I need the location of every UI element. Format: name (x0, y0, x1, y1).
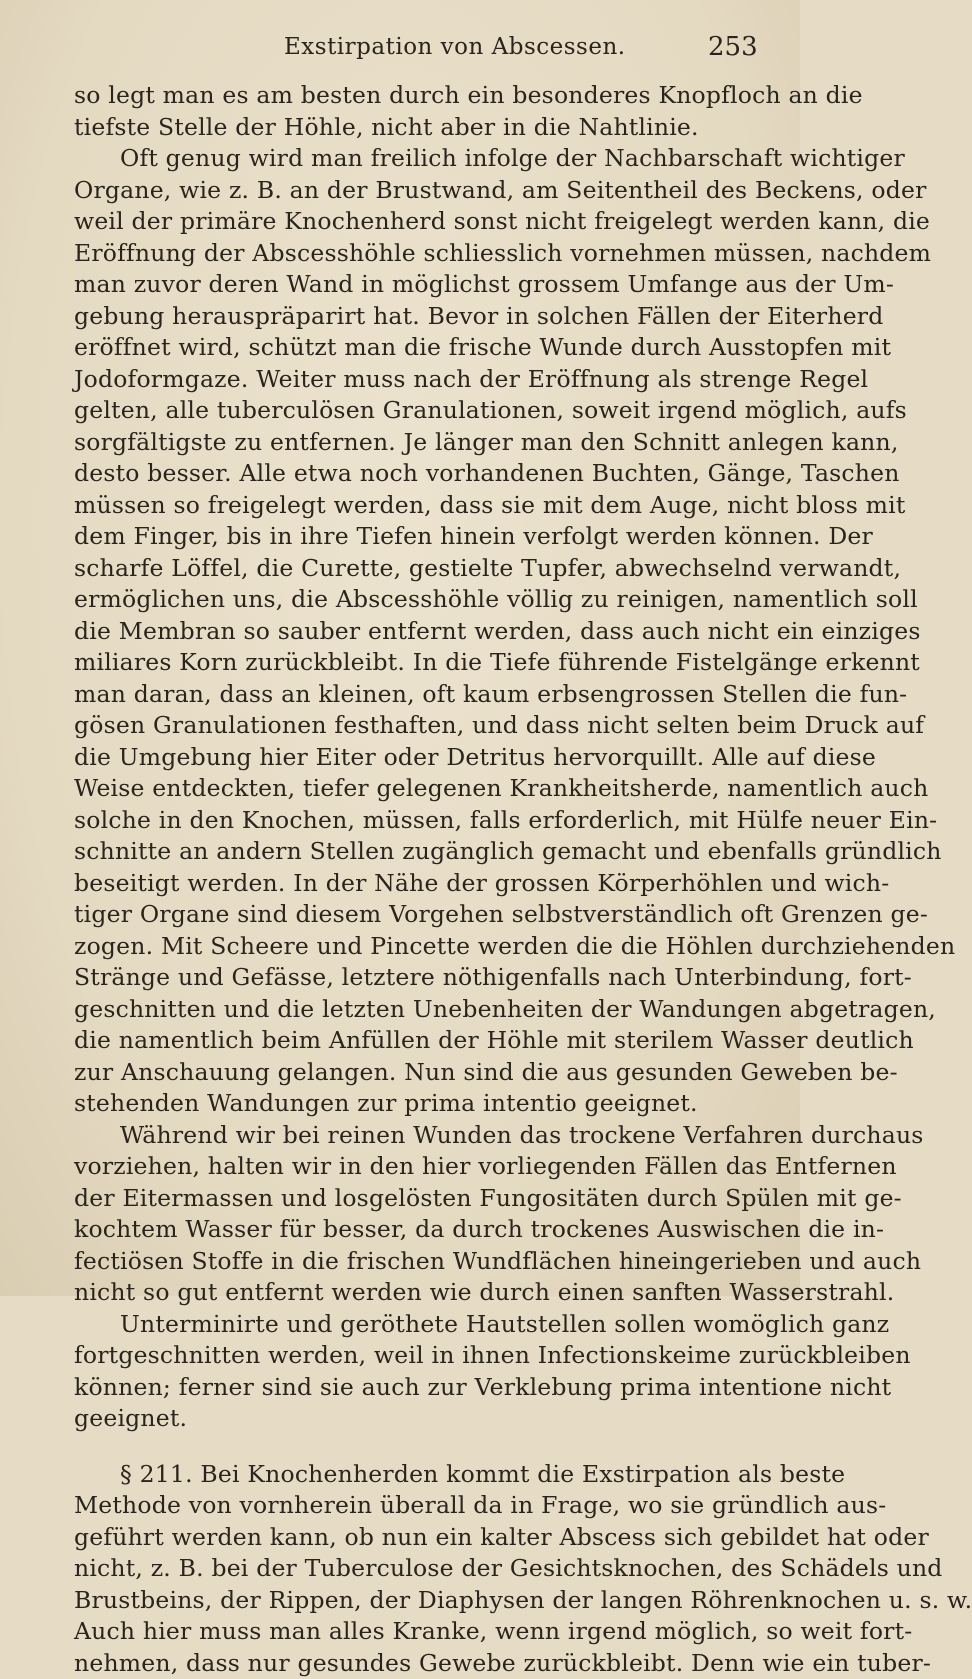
text-line: gelten, alle tuberculösen Granulationen, soweit irgend möglich, aufs (74, 395, 740, 427)
text-line: solche in den Knochen, müssen, falls erforderlich, mit Hülfe neuer Ein- (74, 805, 740, 837)
text-line: eröffnet wird, schützt man die frische Wunde durch Ausstopfen mit (74, 332, 740, 364)
section-gap (74, 1435, 740, 1459)
text-line: kochtem Wasser für besser, da durch trockenes Auswischen die in- (74, 1214, 740, 1246)
running-title: Exstirpation von Abscessen. (284, 34, 626, 60)
text-line: nehmen, dass nur gesundes Gewebe zurückbleibt. Denn wie ein tuber- (74, 1648, 740, 1679)
running-head (0, 26, 800, 66)
text-line: Brustbeins, der Rippen, der Diaphysen der langen Röhrenknochen u. s. w. (74, 1585, 740, 1617)
text-line: Weise entdeckten, tiefer gelegenen Krankheitsherde, namentlich auch (74, 773, 740, 805)
text-line: scharfe Löffel, die Curette, gestielte Tupfer, abwechselnd verwandt, (74, 553, 740, 585)
paragraph (74, 80, 740, 143)
text-line: können; ferner sind sie auch zur Verklebung prima intentione nicht (74, 1372, 740, 1404)
text-line: gösen Granulationen festhaften, und dass nicht selten beim Druck auf (74, 710, 740, 742)
text-line: Oft genug wird man freilich infolge der Nachbarschaft wichtiger (74, 143, 740, 175)
text-line: geschnitten und die letzten Unebenheiten der Wandungen abgetragen, (74, 994, 740, 1026)
text-line: fectiösen Stoffe in die frischen Wundflächen hineingerieben und auch (74, 1246, 740, 1278)
text-line: Methode von vornherein überall da in Frage, wo sie gründlich aus- (74, 1490, 740, 1522)
text-line: zogen. Mit Scheere und Pincette werden die die Höhlen durchziehenden (74, 931, 740, 963)
text-line: Eröffnung der Abscesshöhle schliesslich vornehmen müssen, nachdem (74, 238, 740, 270)
text-line: schnitte an andern Stellen zugänglich gemacht und ebenfalls gründlich (74, 836, 740, 868)
text-line: Während wir bei reinen Wunden das trockene Verfahren durchaus (74, 1120, 740, 1152)
text-line: Jodoformgaze. Weiter muss nach der Eröffnung als strenge Regel (74, 364, 740, 396)
text-line: weil der primäre Knochenherd sonst nicht freigelegt werden kann, die (74, 206, 740, 238)
body-text (74, 80, 740, 1679)
text-line: desto besser. Alle etwa noch vorhandenen Buchten, Gänge, Taschen (74, 458, 740, 490)
text-line: die namentlich beim Anfüllen der Höhle mit sterilem Wasser deutlich (74, 1025, 740, 1057)
text-line: § 211. Bei Knochenherden kommt die Exstirpation als beste (74, 1459, 740, 1491)
text-line: fortgeschnitten werden, weil in ihnen Infectionskeime zurückbleiben (74, 1340, 740, 1372)
text-line: Auch hier muss man alles Kranke, wenn irgend möglich, so weit fort- (74, 1616, 740, 1648)
paragraph (74, 1459, 740, 1679)
text-line: man zuvor deren Wand in möglichst grossem Umfange aus der Um- (74, 269, 740, 301)
text-line: geführt werden kann, ob nun ein kalter Abscess sich gebildet hat oder (74, 1522, 740, 1554)
text-line: geeignet. (74, 1403, 740, 1435)
text-line: müssen so freigelegt werden, dass sie mit dem Auge, nicht bloss mit (74, 490, 740, 522)
text-line: die Membran so sauber entfernt werden, dass auch nicht ein einziges (74, 616, 740, 648)
text-line: Stränge und Gefässe, letztere nöthigenfalls nach Unterbindung, fort- (74, 962, 740, 994)
text-line: tiefste Stelle der Höhle, nicht aber in die Nahtlinie. (74, 112, 740, 144)
text-line: beseitigt werden. In der Nähe der grossen Körperhöhlen und wich- (74, 868, 740, 900)
text-line: die Umgebung hier Eiter oder Detritus hervorquillt. Alle auf diese (74, 742, 740, 774)
paragraph (74, 143, 740, 1120)
text-line: der Eitermassen und losgelösten Fungositäten durch Spülen mit ge- (74, 1183, 740, 1215)
text-line: so legt man es am besten durch ein besonderes Knopfloch an die (74, 80, 740, 112)
paragraph (74, 1309, 740, 1435)
text-line: tiger Organe sind diesem Vorgehen selbstverständlich oft Grenzen ge- (74, 899, 740, 931)
text-line: gebung herauspräparirt hat. Bevor in solchen Fällen der Eiterherd (74, 301, 740, 333)
text-line: nicht so gut entfernt werden wie durch einen sanften Wasserstrahl. (74, 1277, 740, 1309)
text-line: ermöglichen uns, die Abscesshöhle völlig zu reinigen, namentlich soll (74, 584, 740, 616)
page-number: 253 (708, 32, 758, 62)
text-line: Unterminirte und geröthete Hautstellen sollen womöglich ganz (74, 1309, 740, 1341)
paragraph (74, 1120, 740, 1309)
text-line: man daran, dass an kleinen, oft kaum erbsengrossen Stellen die fun- (74, 679, 740, 711)
text-line: zur Anschauung gelangen. Nun sind die aus gesunden Geweben be- (74, 1057, 740, 1089)
text-line: stehenden Wandungen zur prima intentio geeignet. (74, 1088, 740, 1120)
text-line: nicht, z. B. bei der Tuberculose der Gesichtsknochen, des Schädels und (74, 1553, 740, 1585)
text-line: dem Finger, bis in ihre Tiefen hinein verfolgt werden können. Der (74, 521, 740, 553)
text-line: miliares Korn zurückbleibt. In die Tiefe führende Fistelgänge erkennt (74, 647, 740, 679)
text-line: sorgfältigste zu entfernen. Je länger man den Schnitt anlegen kann, (74, 427, 740, 459)
text-line: vorziehen, halten wir in den hier vorliegenden Fällen das Entfernen (74, 1151, 740, 1183)
text-line: Organe, wie z. B. an der Brustwand, am Seitentheil des Beckens, oder (74, 175, 740, 207)
